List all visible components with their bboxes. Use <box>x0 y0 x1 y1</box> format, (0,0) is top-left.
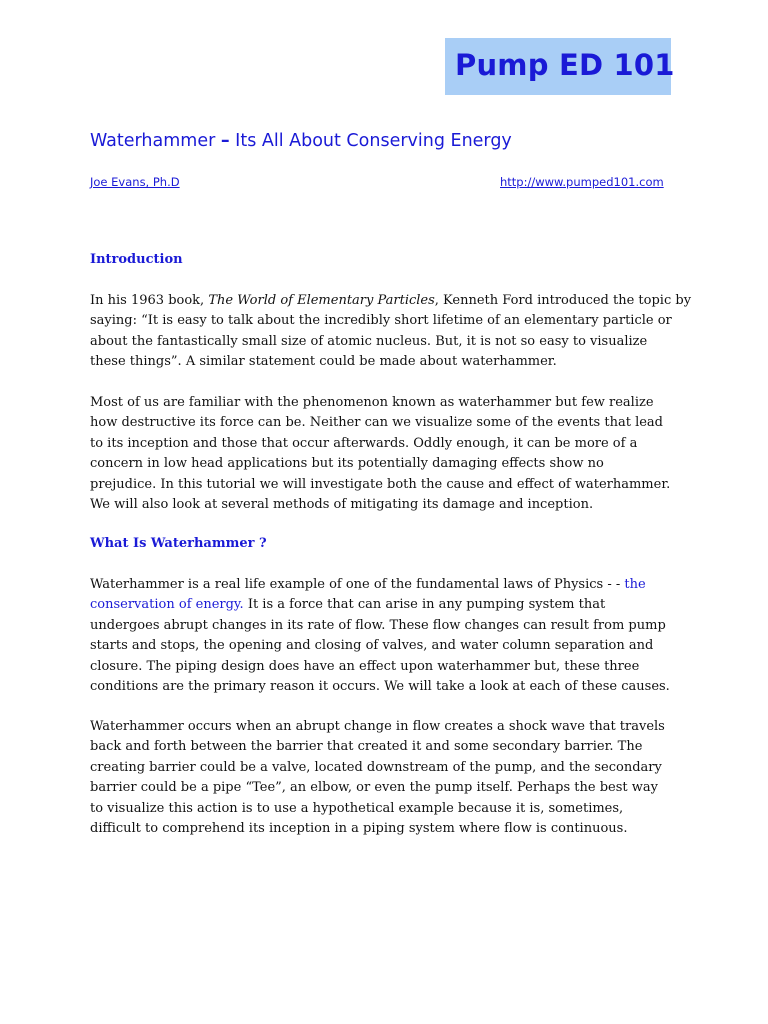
paragraph-line: Waterhammer occurs when an abrupt change in flow creates a shock wave that travels <box>90 719 665 734</box>
what-paragraph-1 <box>90 575 690 697</box>
what-is-waterhammer-heading: What Is Waterhammer ? <box>90 536 267 551</box>
paragraph-line: conditions are the primary reason it occurs. We will take a look at each of these causes. <box>90 679 670 695</box>
paragraph-line: creating barrier could be a valve, located downstream of the pump, and the secondary <box>90 759 662 775</box>
conservation-link-start: the <box>624 577 646 592</box>
title-part-1: Waterhammer <box>90 131 221 151</box>
paragraph-line: prejudice. In this tutorial we will investigate both the cause and effect of waterhammer. <box>90 476 671 492</box>
paragraph-line: starts and stops, the opening and closing of valves, and water column separation and <box>90 638 654 654</box>
paragraph-line: Most of us are familiar with the phenomenon known as waterhammer but few realize <box>90 395 654 410</box>
logo-text: Pump ED 101 <box>455 48 675 82</box>
paragraph-line: how destructive its force can be. Neither can we visualize some of the events that lead <box>90 415 663 431</box>
title-dash: – <box>220 131 230 151</box>
paragraph-line: saying: “It is easy to talk about the incredibly short lifetime of an elementary particle or <box>90 313 672 329</box>
paragraph-line: difficult to comprehend its inception in a piping system where flow is continuous. <box>90 821 628 837</box>
paragraph-line: We will also look at several methods of mitigating its damage and inception. <box>90 497 594 513</box>
introduction-heading: Introduction <box>90 252 183 267</box>
logo-box <box>445 38 675 95</box>
text-run: Waterhammer is a real life example of one of the fundamental laws of Physics - - <box>90 577 625 592</box>
title-part-2: Its All About Conserving Energy <box>229 131 512 151</box>
website-link[interactable]: http://www.pumped101.com <box>500 175 664 189</box>
paragraph-line: these things”. A similar statement could be made about waterhammer. <box>90 354 557 370</box>
intro-paragraph-2 <box>90 393 690 515</box>
paragraph-line: concern in low head applications but its potentially damaging effects show no <box>90 456 604 472</box>
paragraph-line: closure. The piping design does have an effect upon waterhammer but, these three <box>90 658 640 674</box>
text-run: , Kenneth Ford introduced the topic by <box>434 293 692 308</box>
conservation-link-end: conservation of energy. <box>90 597 244 613</box>
paragraph-line: to visualize this action is to use a hypothetical example because it is, sometimes, <box>90 800 624 816</box>
paragraph-line <box>90 291 690 311</box>
text-run: In his 1963 book, <box>90 293 209 308</box>
text-run: It is a force that can arise in any pumping system that <box>243 597 606 613</box>
book-title: The World of Elementary Particles <box>208 293 435 308</box>
paragraph-line <box>90 575 690 595</box>
paragraph-line: barrier could be a pipe “Tee”, an elbow, or even the pump itself. Perhaps the best way <box>90 780 658 796</box>
intro-paragraph-1 <box>90 291 690 373</box>
paragraph-line: about the fantastically small size of atomic nucleus. But, it is not so easy to visualize <box>90 333 648 349</box>
author-link[interactable]: Joe Evans, Ph.D <box>90 175 180 189</box>
paragraph-line: to its inception and those that occur afterwards. Oddly enough, it can be more of a <box>90 435 638 451</box>
document-title <box>90 131 512 151</box>
paragraph-line <box>90 595 690 615</box>
paragraph-line: undergoes abrupt changes in its rate of flow. These flow changes can result from pump <box>90 617 666 633</box>
paragraph-line: back and forth between the barrier that created it and some secondary barrier. The <box>90 739 643 755</box>
what-paragraph-2 <box>90 717 690 839</box>
